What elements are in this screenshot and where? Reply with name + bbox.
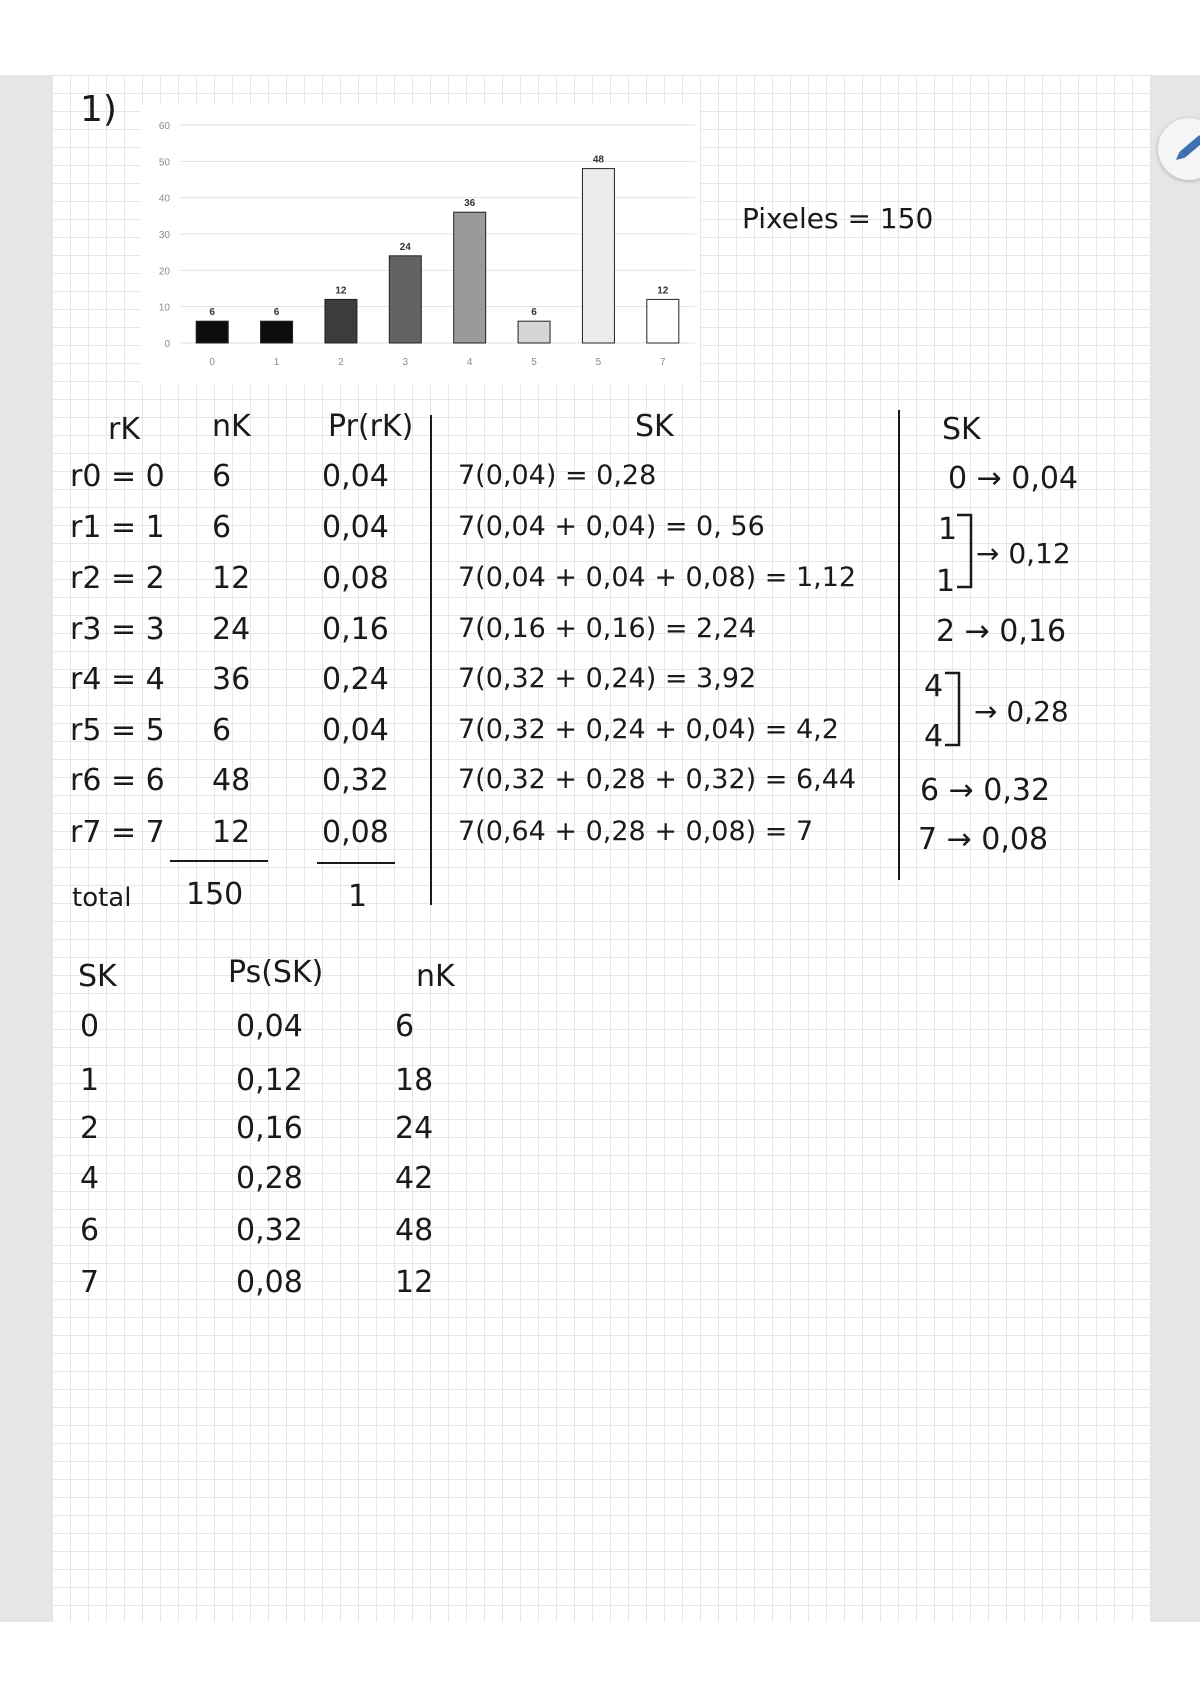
x-tick-label: 0 xyxy=(209,357,215,368)
bar xyxy=(647,299,679,343)
t1-cell-p: 0,04 xyxy=(322,713,389,748)
bar-data-label: 6 xyxy=(531,307,537,319)
t1-cell-r: r5 = 5 xyxy=(70,713,165,748)
t1-cell-n: 48 xyxy=(212,763,251,798)
t1-cell-p: 0,24 xyxy=(322,662,389,697)
bar xyxy=(261,321,293,343)
y-tick-label: 10 xyxy=(158,302,170,314)
t2-cell-p: 0,16 xyxy=(236,1111,303,1146)
t2-cell-p: 0,04 xyxy=(236,1009,303,1044)
t2-header-ps: Ps(SK) xyxy=(228,955,324,990)
mapping-line: 4 xyxy=(924,719,944,754)
t1-cell-r: r4 = 4 xyxy=(70,662,165,697)
t1-cell-r: r7 = 7 xyxy=(70,815,165,850)
bar-data-label: 24 xyxy=(399,241,411,253)
t1-cell-n: 36 xyxy=(212,662,251,697)
x-tick-label: 2 xyxy=(338,357,344,368)
t1-header-rk: rK xyxy=(108,412,141,447)
table1-separator-line xyxy=(430,415,432,905)
t2-cell-p: 0,32 xyxy=(236,1213,303,1248)
t2-cell-s: 1 xyxy=(80,1063,100,1098)
t2-cell-n: 18 xyxy=(395,1063,434,1098)
t2-cell-s: 0 xyxy=(80,1009,100,1044)
bar xyxy=(454,212,486,343)
histogram-chart xyxy=(140,105,700,385)
y-tick-label: 50 xyxy=(158,157,170,169)
t1-cell-s: 7(0,16 + 0,16) = 2,24 xyxy=(458,613,757,644)
mapping-header: SK xyxy=(942,412,981,447)
x-tick-label: 5 xyxy=(595,357,602,368)
t1-cell-n: 6 xyxy=(212,459,232,494)
bar xyxy=(196,321,228,343)
mapping-line: 1 xyxy=(938,512,958,547)
mapping-line: 6 → 0,32 xyxy=(920,773,1051,808)
t1-header-sk: SK xyxy=(635,409,674,444)
t2-cell-p: 0,12 xyxy=(236,1063,303,1098)
mapping-line: 0 → 0,04 xyxy=(948,461,1079,496)
mapping-line: 4 xyxy=(924,669,944,704)
t2-cell-n: 24 xyxy=(395,1111,434,1146)
t1-cell-s: 7(0,04 + 0,04 + 0,08) = 1,12 xyxy=(458,562,857,593)
x-tick-label: 7 xyxy=(660,357,666,368)
x-tick-label: 1 xyxy=(273,357,280,368)
t1-cell-p: 0,32 xyxy=(322,763,389,798)
t2-cell-p: 0,08 xyxy=(236,1265,303,1300)
t1-cell-n: 12 xyxy=(212,815,251,850)
t1-cell-s: 7(0,04 + 0,04) = 0, 56 xyxy=(458,511,765,542)
total-n: 150 xyxy=(186,877,244,912)
t2-cell-n: 12 xyxy=(395,1265,434,1300)
t2-header-sk: SK xyxy=(78,959,117,994)
x-tick-label: 4 xyxy=(466,357,473,368)
t2-cell-s: 4 xyxy=(80,1161,100,1196)
mapping-line: → 0,28 xyxy=(974,695,1069,728)
t1-cell-s: 7(0,04) = 0,28 xyxy=(458,460,657,491)
bar xyxy=(389,256,421,343)
t1-cell-p: 0,16 xyxy=(322,612,389,647)
t1-header-prk: Pr(rK) xyxy=(328,409,414,444)
t1-cell-n: 24 xyxy=(212,612,251,647)
t1-cell-r: r2 = 2 xyxy=(70,561,165,596)
t1-cell-s: 7(0,32 + 0,24) = 3,92 xyxy=(458,663,757,694)
t1-header-nk: nK xyxy=(212,409,251,444)
y-tick-label: 30 xyxy=(158,230,170,241)
bar-data-label: 12 xyxy=(335,285,347,297)
pencil-icon xyxy=(1158,118,1200,180)
bar xyxy=(325,299,357,343)
t1-cell-s: 7(0,64 + 0,28 + 0,08) = 7 xyxy=(458,816,814,847)
bar-data-label: 12 xyxy=(657,285,669,297)
t1-cell-s: 7(0,32 + 0,24 + 0,04) = 4,2 xyxy=(458,714,839,745)
t1-cell-s: 7(0,32 + 0,28 + 0,32) = 6,44 xyxy=(458,764,857,795)
t1-cell-r: r3 = 3 xyxy=(70,612,165,647)
bar xyxy=(582,169,614,343)
t2-header-nk: nK xyxy=(416,959,455,994)
t2-cell-n: 6 xyxy=(395,1009,415,1044)
t1-cell-n: 6 xyxy=(212,713,232,748)
bar xyxy=(518,321,550,343)
total-label: total xyxy=(72,883,132,913)
pixels-total-note: Pixeles = 150 xyxy=(742,202,934,235)
pencil-tool-button[interactable] xyxy=(1158,118,1200,180)
bar-data-label: 6 xyxy=(209,307,215,319)
left-margin-strip xyxy=(0,75,52,1622)
t1-cell-p: 0,08 xyxy=(322,561,389,596)
bar-data-label: 36 xyxy=(464,198,476,210)
t2-cell-s: 6 xyxy=(80,1213,100,1248)
mapping-line: 7 → 0,08 xyxy=(918,822,1049,857)
x-tick-label: 3 xyxy=(402,357,409,368)
t1-cell-r: r0 = 0 xyxy=(70,459,165,494)
y-tick-label: 40 xyxy=(158,193,170,205)
problem-number: 1) xyxy=(80,89,117,130)
total-underline-p xyxy=(317,862,395,864)
t1-cell-n: 12 xyxy=(212,561,251,596)
t1-cell-p: 0,08 xyxy=(322,815,389,850)
bracket-icon xyxy=(955,512,983,590)
y-tick-label: 60 xyxy=(158,121,170,132)
t1-cell-r: r1 = 1 xyxy=(70,510,165,545)
t2-cell-s: 7 xyxy=(80,1265,100,1300)
bar-data-label: 6 xyxy=(273,307,280,319)
mapping-separator-line xyxy=(898,410,900,880)
y-tick-label: 0 xyxy=(164,339,170,350)
y-tick-label: 20 xyxy=(158,266,170,278)
t2-cell-s: 2 xyxy=(80,1111,100,1146)
total-p: 1 xyxy=(348,879,368,914)
mapping-line: 2 → 0,16 xyxy=(936,614,1067,649)
bar-data-label: 48 xyxy=(592,154,604,166)
right-margin-strip xyxy=(1150,75,1200,1622)
x-tick-label: 5 xyxy=(531,357,537,368)
mapping-line: → 0,12 xyxy=(976,537,1071,570)
t1-cell-r: r6 = 6 xyxy=(70,763,165,798)
mapping-line: 1 xyxy=(936,564,956,599)
t2-cell-n: 42 xyxy=(395,1161,434,1196)
t1-cell-p: 0,04 xyxy=(322,459,389,494)
t2-cell-n: 48 xyxy=(395,1213,434,1248)
bracket-icon xyxy=(943,670,971,748)
t2-cell-p: 0,28 xyxy=(236,1161,303,1196)
t1-cell-p: 0,04 xyxy=(322,510,389,545)
total-underline-n xyxy=(170,860,268,862)
t1-cell-n: 6 xyxy=(212,510,232,545)
